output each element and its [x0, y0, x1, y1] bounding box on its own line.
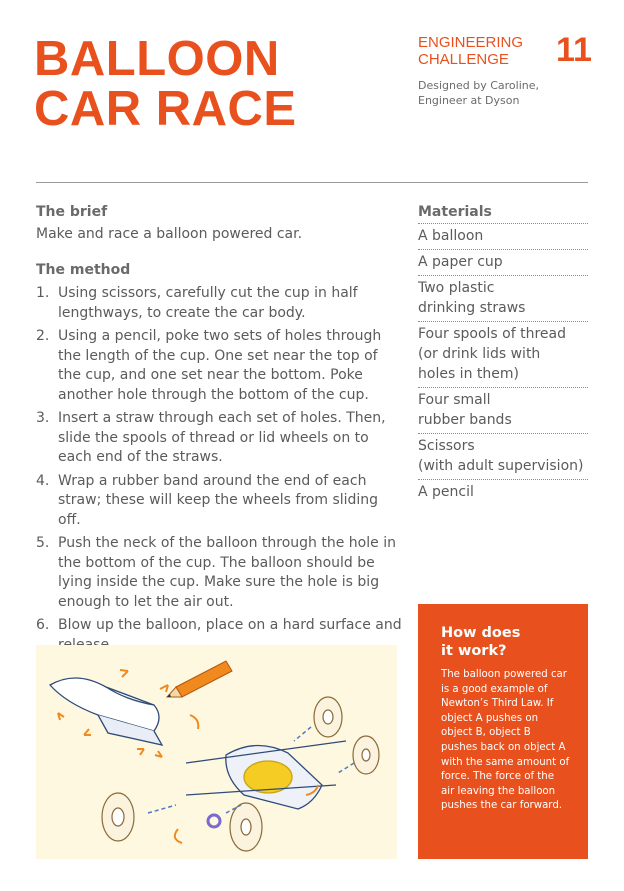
- step-text: Insert a straw through each set of holes. Then, slide the spools of thread or lid wheels on to each end of the straws.: [58, 410, 386, 465]
- material-line: A balloon: [418, 228, 484, 244]
- how-heading: [441, 624, 570, 660]
- pencil-drawing: [167, 661, 232, 697]
- designer-credit: [418, 78, 539, 108]
- material-item: [418, 322, 588, 388]
- material-line: A pencil: [418, 484, 474, 500]
- step-number: 6.: [36, 617, 50, 633]
- material-line: Two plastic: [418, 280, 495, 296]
- challenge-line-1: ENGINEERING: [418, 34, 524, 51]
- step-number: 2.: [36, 328, 50, 344]
- method-step: [36, 534, 404, 612]
- instructions-column: [36, 204, 404, 659]
- step-number: 3.: [36, 410, 50, 426]
- materials-heading: Materials: [418, 204, 588, 224]
- material-line: holes in them): [418, 366, 519, 382]
- material-line: (with adult supervision): [418, 458, 584, 474]
- designer-line-2: Engineer at Dyson: [418, 94, 520, 107]
- designer-line-1: Designed by Caroline,: [418, 79, 539, 92]
- method-step: [36, 472, 404, 531]
- material-line: Scissors: [418, 438, 475, 454]
- material-line: A paper cup: [418, 254, 503, 270]
- challenge-label: [418, 34, 523, 68]
- step-text: Using scissors, carefully cut the cup in half lengthways, to create the car body.: [58, 285, 358, 321]
- material-item: [418, 250, 588, 276]
- method-steps: [36, 284, 404, 655]
- material-item: [418, 388, 588, 434]
- material-line: Four spools of thread: [418, 326, 566, 342]
- material-line: (or drink lids with: [418, 346, 541, 362]
- step-text: Push the neck of the balloon through the hole in the bottom of the cup. The balloon should be lying inside the cup. Make sure the hole is big enough to let the air out.: [58, 535, 396, 610]
- step-number: 5.: [36, 535, 50, 551]
- material-line: rubber bands: [418, 412, 512, 428]
- material-line: drinking straws: [418, 300, 526, 316]
- how-heading-line-2: it work?: [441, 643, 507, 659]
- car-body-drawing: [186, 741, 346, 809]
- cut-cup-drawing: [50, 678, 162, 745]
- how-it-works-box: [418, 604, 588, 859]
- illustration-drawing: [36, 645, 397, 859]
- step-text: Using a pencil, poke two sets of holes through the length of the cup. One set near the top of the cup, and one set near the bottom. Poke another hole through the bottom of the cup.: [58, 328, 382, 403]
- challenge-number: 11: [556, 31, 592, 69]
- material-item: [418, 480, 588, 505]
- method-step: [36, 409, 404, 468]
- material-item: [418, 434, 588, 480]
- page-title: [34, 34, 297, 134]
- step-number: 1.: [36, 285, 50, 301]
- how-text: The balloon powered car is a good example of Newton’s Third Law. If object A pushes on object B, object B pushes back on object A with the same amount of force. The force of the air leaving the balloon pushes the car forward.: [441, 669, 570, 812]
- header-divider: [36, 182, 588, 183]
- material-line: Four small: [418, 392, 491, 408]
- brief-text: Make and race a balloon powered car.: [36, 226, 303, 242]
- title-line-2: CAR RACE: [34, 82, 297, 136]
- title-line-1: BALLOON: [34, 32, 280, 86]
- materials-list: [418, 204, 588, 505]
- challenge-line-2: CHALLENGE: [418, 51, 509, 68]
- material-item: [418, 224, 588, 250]
- step-text: Blow up the balloon, place on a hard surface and: [58, 617, 402, 633]
- step-number: 4.: [36, 472, 50, 489]
- brief-heading: The brief: [36, 204, 108, 220]
- balloon-car-illustration: [36, 645, 397, 859]
- step-text: Wrap a rubber band around the end of each straw; these will keep the wheels from sliding off.: [58, 472, 379, 528]
- method-step: [36, 284, 404, 323]
- method-heading: The method: [36, 262, 131, 278]
- method-step: [36, 327, 404, 405]
- how-heading-line-1: How does: [441, 625, 521, 641]
- material-item: [418, 276, 588, 322]
- rubber-band-drawing: [208, 815, 220, 827]
